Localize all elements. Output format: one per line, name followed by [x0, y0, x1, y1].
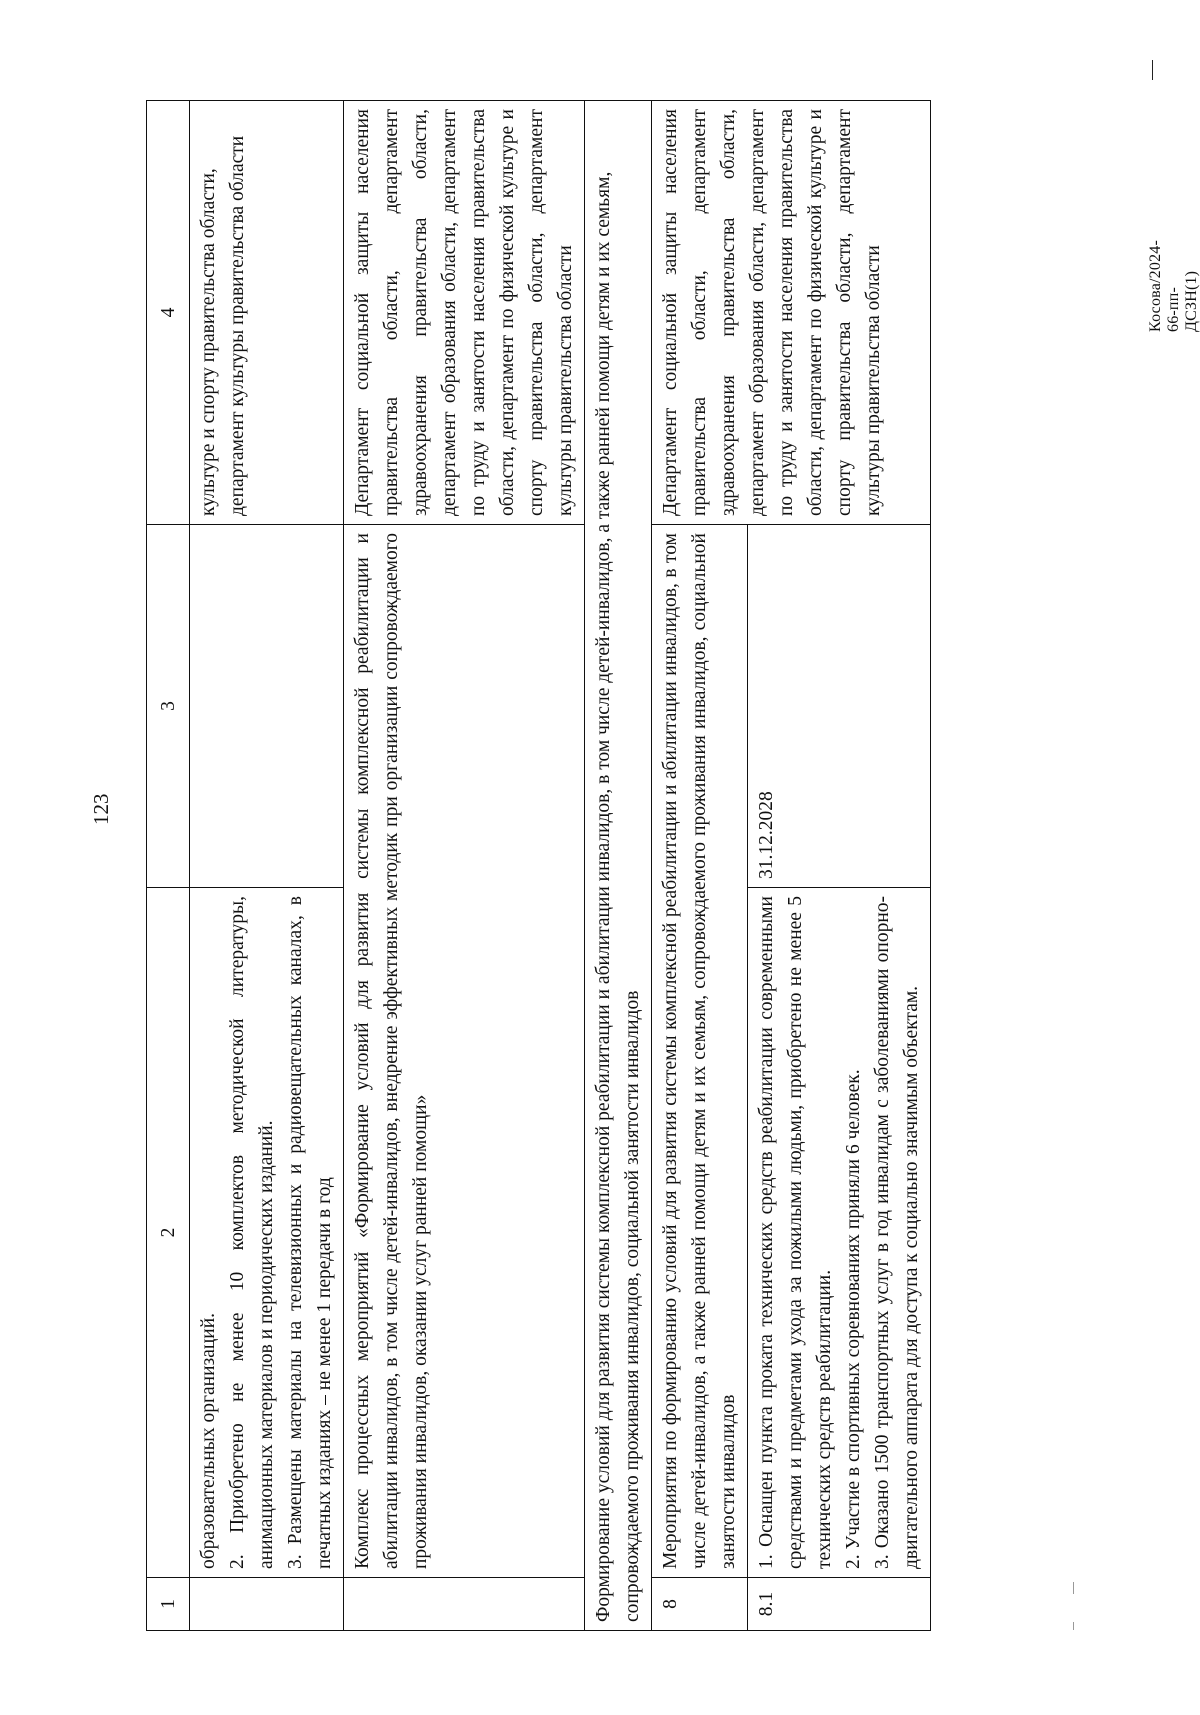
result-line: образовательных организаций. [198, 1312, 219, 1569]
row-number-cell: 8 [652, 1578, 748, 1631]
section-heading: Формирование условий для развития системы комплексной реабилитации и абилитации инвалидов, в том числе детей-инвалидов, а также ранней помощи детям и их семьям, сопровождаемого проживания инвалидов, социальной занятости инвалидов [585, 101, 652, 1631]
doc-code-underline [1152, 60, 1153, 80]
row-number-cell [190, 1578, 344, 1631]
header-cell: 4 [147, 101, 190, 525]
document-code: Косова/2024-66-пп-ДСЗН(1) [1147, 240, 1200, 332]
result-cell [190, 888, 344, 1578]
result-line: 3. Оказано 1500 транспортных услуг в год инвалидам с заболеваниями опорно-двигательного аппарата для доступа к социально значимым объектам. [872, 896, 922, 1569]
process-complex-cell: Комплекс процессных мероприятий «Формирование условий для развития системы комплексной реабилитации и абилитации инвалидов, в том числе детей-инвалидов, внедрение эффективных методик при организации сопровождаемого проживания инвалидов, оказании услуг ранней помощи» [344, 525, 585, 1578]
header-cell: 2 [147, 888, 190, 1578]
table-row [190, 101, 344, 1631]
measures-table [146, 100, 931, 1631]
responsible-cell: культуре и спорту правительства области, департамент культуры правительства области [190, 101, 344, 525]
result-line: 2. Участие в спортивных соревнованиях приняли 6 человек. [843, 1069, 864, 1569]
deadline-cell [190, 525, 344, 888]
table-row [344, 101, 585, 1631]
rotated-table-container [146, 101, 1161, 1631]
measure-cell: Мероприятия по формированию условий для развития системы комплексной реабилитации и абилитации инвалидов, в том числе детей-инвалидов, а также ранней помощи детям и их семьям, сопровождаемого проживания инвалидов, социальной занятости инвалидов [652, 525, 748, 1578]
result-line: 3. Размещены материалы на телевизионных и радиовещательных каналах, в печатных изданиях – не менее 1 передачи в год [285, 896, 335, 1569]
header-row [147, 101, 190, 1631]
row-number-cell: 8.1 [748, 1578, 931, 1631]
row-number-cell [344, 1578, 585, 1631]
result-cell [748, 888, 931, 1578]
result-line: 1. Оснащен пункта проката технических средств реабилитации современными средствами и предметами ухода за пожилыми людьми, приобретено не менее 5 технических средств реабилитации. [756, 896, 835, 1569]
result-line: 2. Приобретено не менее 10 комплектов методической литературы, анимационных материалов и периодических изданий. [227, 896, 277, 1569]
page-number: 123 [89, 793, 113, 825]
responsible-cell: Департамент социальной защиты населения правительства области, департамент здравоохранения правительства области, департамент образования области, департамент по труду и занятости населения правительства области, департамент по физической культуре и спорту правительства области, департамент культуры правительства области [652, 101, 931, 525]
header-cell: 3 [147, 525, 190, 888]
deadline-cell: 31.12.2028 [748, 525, 931, 888]
table-row [652, 101, 748, 1631]
responsible-cell: Департамент социальной защиты населения правительства области, департамент здравоохранения правительства области, департамент образования области, департамент по труду и занятости населения правительства области, департамент по физической культуре и спорту правительства области, департамент культуры правительства области [344, 101, 585, 525]
header-cell: 1 [147, 1578, 190, 1631]
section-row [585, 101, 652, 1631]
